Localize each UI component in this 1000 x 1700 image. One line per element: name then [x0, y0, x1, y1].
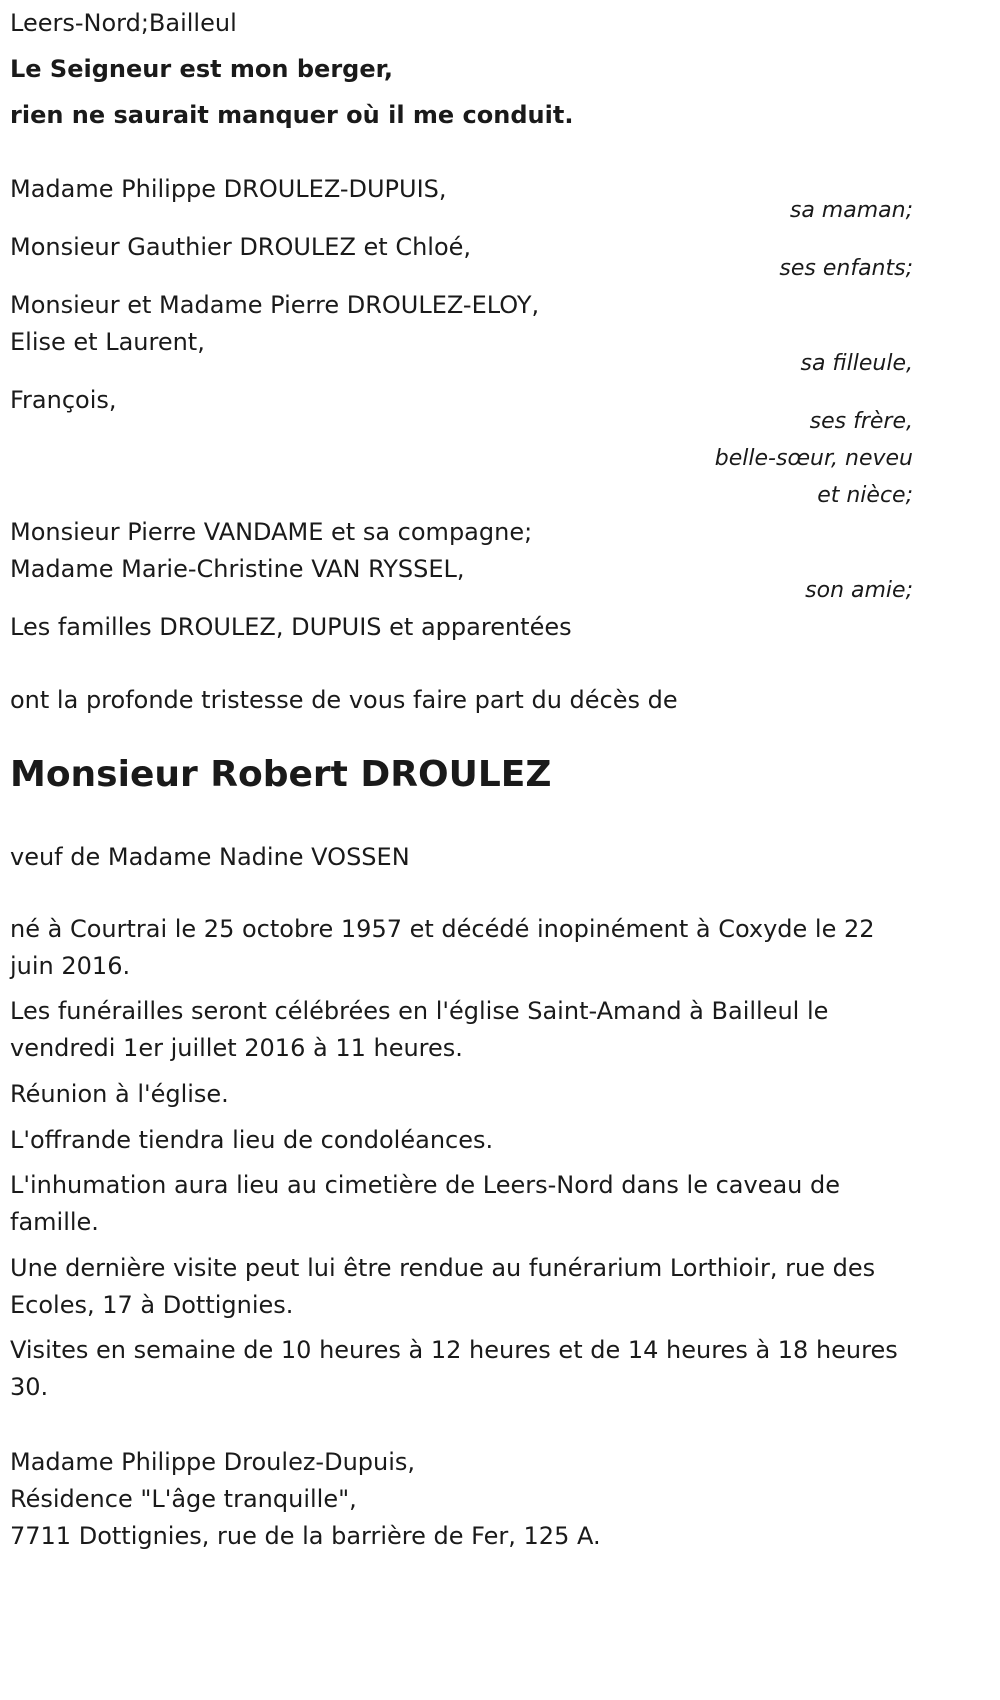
van-ryssel-name: Madame Marie-Christine VAN RYSSEL, — [10, 555, 465, 583]
brother-name: Monsieur et Madame Pierre DROULEZ-ELOY, — [10, 291, 540, 319]
children-relation: ses enfants; — [779, 256, 913, 281]
verse-line-2: rien ne saurait manquer où il me conduit. — [10, 101, 574, 129]
sibling-relation-1: ses frère, — [809, 409, 913, 434]
hours-paragraph: Visites en semaine de 10 heures à 12 heures et de 14 heures à 18 heures 30. — [10, 1336, 898, 1401]
sibling-relation-2: belle-sœur, neveu — [714, 446, 913, 471]
offering-line: L'offrande tiendra lieu de condoléances. — [10, 1126, 494, 1154]
address-line-1: Madame Philippe Droulez-Dupuis, — [10, 1448, 416, 1476]
francois-name: François, — [10, 386, 117, 414]
mother-name: Madame Philippe DROULEZ-DUPUIS, — [10, 175, 447, 203]
deceased-name: Monsieur Robert DROULEZ — [10, 754, 552, 795]
visit-paragraph: Une dernière visite peut lui être rendue au funérarium Lorthioir, rue des Ecoles, 17 à Dottignies. — [10, 1254, 876, 1319]
meeting-line: Réunion à l'église. — [10, 1080, 229, 1108]
address-line-2: Résidence "L'âge tranquille", — [10, 1485, 357, 1513]
announcement-intro: ont la profonde tristesse de vous faire part du décès de — [10, 686, 678, 714]
address-line-3: 7711 Dottignies, rue de la barrière de Fer, 125 A. — [10, 1522, 601, 1550]
funeral-paragraph: Les funérailles seront célébrées en l'église Saint-Amand à Bailleul le vendredi 1er juillet 2016 à 11 heures. — [10, 997, 829, 1062]
brother-children: Elise et Laurent, — [10, 328, 205, 356]
sibling-relation-3: et nièce; — [817, 483, 913, 508]
burial-paragraph: L'inhumation aura lieu au cimetière de Leers-Nord dans le caveau de famille. — [10, 1171, 841, 1236]
families-line: Les familles DROULEZ, DUPUIS et apparentées — [10, 613, 572, 641]
vandame-name: Monsieur Pierre VANDAME et sa compagne; — [10, 518, 533, 546]
widower-line: veuf de Madame Nadine VOSSEN — [10, 843, 410, 871]
friend-relation: son amie; — [805, 578, 913, 603]
birth-death-paragraph: né à Courtrai le 25 octobre 1957 et décédé inopinément à Coxyde le 22 juin 2016. — [10, 915, 875, 980]
children-name: Monsieur Gauthier DROULEZ et Chloé, — [10, 233, 472, 261]
verse-line-1: Le Seigneur est mon berger, — [10, 55, 394, 83]
goddaughter-relation: sa filleule, — [800, 351, 913, 376]
location-line: Leers-Nord;Bailleul — [10, 9, 237, 37]
mother-relation: sa maman; — [789, 198, 913, 223]
